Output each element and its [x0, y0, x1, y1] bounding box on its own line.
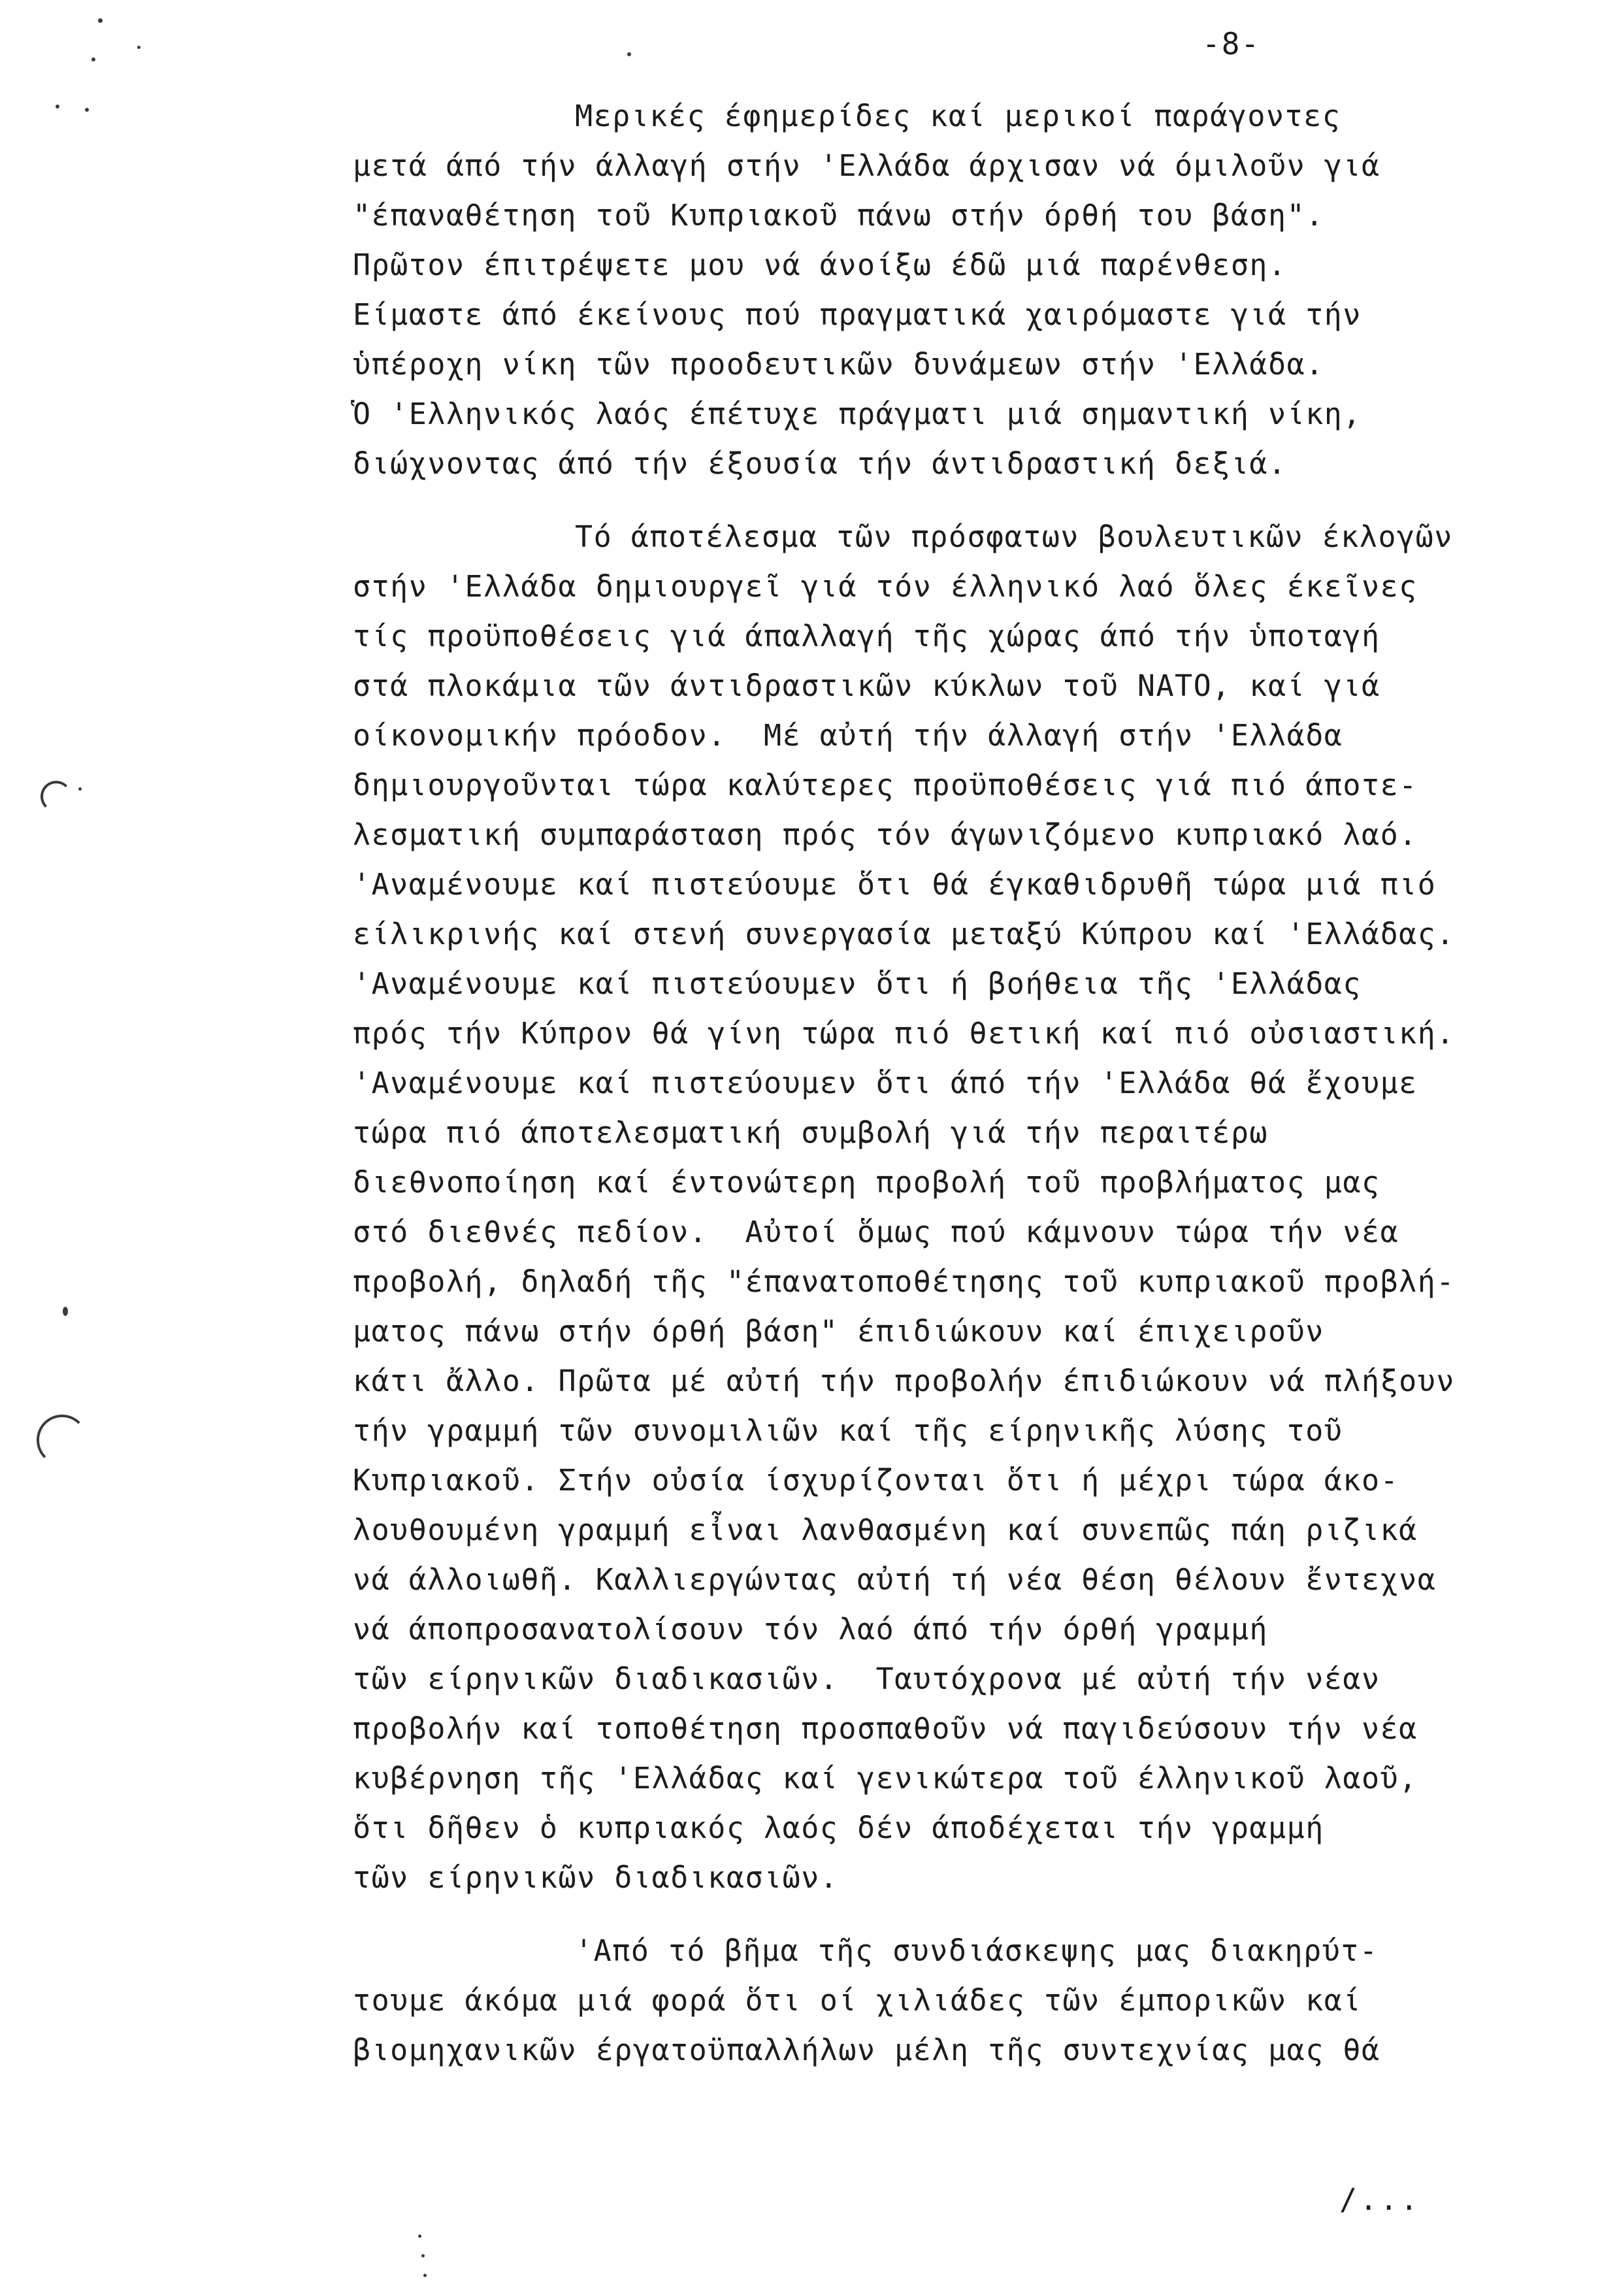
body-text — [353, 91, 1542, 2075]
paragraph-3 — [353, 1926, 1542, 2075]
text-line: κάτι ἄλλο. Πρῶτα μέ αὐτή τήν προβολήν έπιδιώκουν νά πλήξουν — [353, 1364, 1455, 1398]
text-line: πρός τήν Κύπρον θά γίνη τώρα πιό θετική καί πιό οὐσιαστική. — [353, 1016, 1455, 1051]
text-line: "έπαναθέτηση τοῦ Κυπριακοῦ πάνω στήν όρθή του βάση". — [353, 198, 1324, 233]
text-line: προβολήν καί τοποθέτηση προσπαθοῦν νά παγιδεύσουν τήν νέα — [353, 1711, 1418, 1746]
text-line: στά πλοκάμια τῶν άντιδραστικῶν κύκλων τοῦ ΝΑΤΟ, καί γιά — [353, 668, 1380, 703]
text-line: είλικρινής καί στενή συνεργασία μεταξύ Κύπρου καί 'Ελλάδας. — [353, 917, 1455, 951]
text-line: προβολή, δηλαδή τῆς "έπανατοποθέτησης τοῦ κυπριακοῦ προβλή- — [353, 1264, 1455, 1299]
text-line: τώρα πιό άποτελεσματική συμβολή γιά τήν περαιτέρω — [353, 1115, 1269, 1150]
scan-speck — [423, 2274, 427, 2277]
page-number: -8- — [1202, 26, 1261, 61]
text-line: βιομηχανικῶν έργατοϋπαλλήλων μέλη τῆς συντεχνίας μας θά — [353, 2033, 1380, 2067]
text-line: 'Από τό βῆμα τῆς συνδιάσκεψης μας διακηρύτ- — [575, 1933, 1379, 1968]
scan-speck — [421, 2254, 425, 2257]
text-line: τῶν είρηνικῶν διαδικασιῶν. — [353, 1860, 839, 1895]
margin-mark — [37, 1415, 88, 1466]
text-line: νά άποπροσανατολίσουν τόν λαό άπό τήν όρθή γραμμή — [353, 1612, 1269, 1647]
text-line: Κυπριακοῦ. Στήν οὐσία ίσχυρίζονται ὅτι ή μέχρι τώρα άκο- — [353, 1463, 1399, 1498]
scan-speck — [91, 57, 95, 61]
text-line: στό διεθνές πεδίον. Αὐτοί ὅμως πού κάμνουν τώρα τήν νέα — [353, 1215, 1399, 1249]
scan-speck — [98, 18, 103, 23]
text-line: τουμε άκόμα μιά φορά ὅτι οί χιλιάδες τῶν έμπορικῶν καί — [353, 1983, 1362, 2018]
scan-speck — [627, 52, 631, 56]
scan-speck — [418, 2235, 421, 2238]
text-line: λεσματική συμπαράσταση πρός τόν άγωνιζόμενο κυπριακό λαό. — [353, 817, 1418, 852]
text-line: ὅτι δῆθεν ὁ κυπριακός λαός δέν άποδέχεται τήν γραμμή — [353, 1811, 1324, 1845]
text-line: διώχνοντας άπό τήν έξουσία τήν άντιδραστική δεξιά. — [353, 446, 1287, 481]
margin-mark — [41, 781, 72, 812]
text-line: ματος πάνω στήν όρθή βάση" έπιδιώκουν καί έπιχειροῦν — [353, 1314, 1324, 1349]
paragraph-1 — [353, 91, 1542, 489]
text-line: λουθουμένη γραμμή εἶναι λανθασμένη καί συνεπῶς πάη ριζικά — [353, 1513, 1418, 1547]
text-line: διεθνοποίηση καί έντονώτερη προβολή τοῦ προβλήματος μας — [353, 1165, 1380, 1200]
text-line: μετά άπό τήν άλλαγή στήν 'Ελλάδα άρχισαν νά όμιλοῦν γιά — [353, 148, 1380, 183]
text-line: τήν γραμμή τῶν συνομιλιῶν καί τῆς είρηνικῆς λύσης τοῦ — [353, 1413, 1343, 1448]
text-line: κυβέρνηση τῆς 'Ελλάδας καί γενικώτερα τοῦ έλληνικοῦ λαοῦ, — [353, 1761, 1418, 1796]
text-line: δημιουργοῦνται τώρα καλύτερες προϋποθέσεις γιά πιό άποτε- — [353, 768, 1418, 802]
text-line: Ὁ 'Ελληνικός λαός έπέτυχε πράγματι μιά σημαντική νίκη, — [353, 397, 1362, 431]
scan-speck — [56, 105, 59, 108]
scan-speck — [137, 46, 140, 49]
text-line: τῶν είρηνικῶν διαδικασιῶν. Ταυτόχρονα μέ αὐτή τήν νέαν — [353, 1662, 1380, 1696]
text-line: 'Αναμένουμε καί πιστεύουμεν ὅτι άπό τήν 'Ελλάδα θά ἔχουμε — [353, 1066, 1418, 1100]
text-line: Είμαστε άπό έκείνους πού πραγματικά χαιρόμαστε γιά τήν — [353, 297, 1362, 332]
text-line: ὑπέροχη νίκη τῶν προοδευτικῶν δυνάμεων στήν 'Ελλάδα. — [353, 347, 1324, 382]
text-line: Πρῶτον έπιτρέψετε μου νά άνοίξω έδῶ μιά παρένθεση. — [353, 248, 1287, 282]
scan-speck — [78, 787, 82, 791]
continuation-mark: /... — [1339, 2182, 1421, 2217]
text-line: νά άλλοιωθῆ. Καλλιεργώντας αὐτή τή νέα θέση θέλουν ἔντεχνα — [353, 1562, 1437, 1597]
text-line: Μερικές έφημερίδες καί μερικοί παράγοντες — [575, 99, 1341, 133]
scan-speck — [85, 108, 89, 112]
scan-speck — [63, 1307, 68, 1316]
text-line: 'Αναμένουμε καί πιστεύουμε ὅτι θά έγκαθιδρυθῆ τώρα μιά πιό — [353, 867, 1437, 902]
paragraph-2 — [353, 512, 1542, 1903]
text-line: στήν 'Ελλάδα δημιουργεῖ γιά τόν έλληνικό λαό ὅλες έκεῖνες — [353, 569, 1418, 604]
text-line: Τό άποτέλεσμα τῶν πρόσφατων βουλευτικῶν έκλογῶν — [575, 519, 1453, 554]
text-line: οίκονομικήν πρόοδον. Μέ αὐτή τήν άλλαγή στήν 'Ελλάδα — [353, 718, 1343, 753]
text-line: τίς προϋποθέσεις γιά άπαλλαγή τῆς χώρας άπό τήν ὑποταγή — [353, 619, 1380, 653]
text-line: 'Αναμένουμε καί πιστεύουμεν ὅτι ή βοήθεια τῆς 'Ελλάδας — [353, 966, 1362, 1001]
